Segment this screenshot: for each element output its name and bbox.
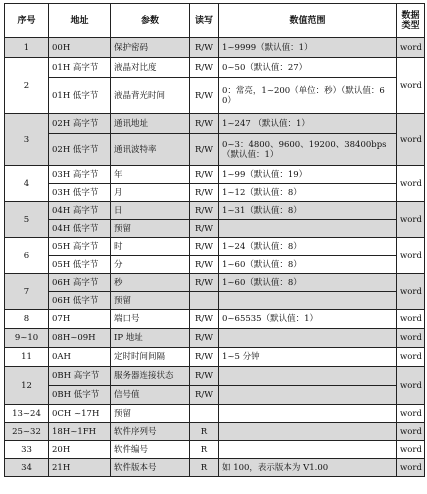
cell-data-type: word: [397, 238, 425, 274]
cell-address: 00H: [49, 38, 111, 58]
cell-seq: 6: [5, 238, 49, 274]
cell-seq: 4: [5, 166, 49, 202]
cell-address: 0AH: [49, 348, 111, 367]
cell-parameter: 通讯地址: [111, 114, 190, 134]
cell-value-range: 1~5 分钟: [219, 348, 397, 367]
cell-data-type: word: [397, 38, 425, 58]
cell-data-type: word: [397, 58, 425, 114]
table-row: [5, 202, 425, 220]
cell-seq: 11: [5, 348, 49, 367]
cell-read-write: R/W: [190, 348, 219, 367]
table-row: [5, 459, 425, 477]
header-data-type: 数据类型: [397, 4, 425, 38]
header-parameter: 参数: [111, 4, 190, 38]
cell-seq: 34: [5, 459, 49, 477]
table-row: [5, 184, 425, 202]
cell-read-write: R/W: [190, 114, 219, 134]
table-row: [5, 220, 425, 238]
cell-parameter: 端口号: [111, 310, 190, 329]
cell-seq: 3: [5, 114, 49, 166]
cell-value-range: 如 100，表示版本为 V1.00: [219, 459, 397, 477]
table-row: [5, 367, 425, 386]
cell-read-write: R/W: [190, 310, 219, 329]
cell-read-write: R/W: [190, 274, 219, 292]
cell-data-type: word: [397, 310, 425, 329]
cell-address: 08H~09H: [49, 329, 111, 348]
cell-value-range: [219, 220, 397, 238]
table-row: [5, 310, 425, 329]
cell-read-write: R/W: [190, 184, 219, 202]
cell-value-range: [219, 405, 397, 423]
cell-value-range: 0~50（默认值：27）: [219, 58, 397, 78]
cell-parameter: 月: [111, 184, 190, 202]
cell-address: 21H: [49, 459, 111, 477]
cell-read-write: [190, 292, 219, 310]
cell-data-type: word: [397, 367, 425, 405]
cell-value-range: [219, 367, 397, 386]
table-row: [5, 114, 425, 134]
cell-data-type: word: [397, 405, 425, 423]
cell-address: 04H 低字节: [49, 220, 111, 238]
cell-address: 02H 高字节: [49, 114, 111, 134]
header-seq: 序号: [5, 4, 49, 38]
cell-seq: 1: [5, 38, 49, 58]
cell-read-write: [190, 405, 219, 423]
cell-read-write: R/W: [190, 367, 219, 386]
cell-data-type: word: [397, 441, 425, 459]
table-row: [5, 405, 425, 423]
cell-parameter: 时: [111, 238, 190, 256]
cell-parameter: 秒: [111, 274, 190, 292]
cell-read-write: R: [190, 423, 219, 441]
cell-address: 04H 高字节: [49, 202, 111, 220]
table-row: [5, 256, 425, 274]
cell-address: 06H 高字节: [49, 274, 111, 292]
cell-read-write: R/W: [190, 256, 219, 274]
cell-address: 02H 低字节: [49, 134, 111, 166]
cell-seq: 7: [5, 274, 49, 310]
cell-seq: 12: [5, 367, 49, 405]
cell-seq: 2: [5, 58, 49, 114]
cell-parameter: 软件版本号: [111, 459, 190, 477]
cell-read-write: R/W: [190, 329, 219, 348]
table-row: [5, 329, 425, 348]
cell-parameter: 保护密码: [111, 38, 190, 58]
table-row: [5, 386, 425, 405]
cell-address: 20H: [49, 441, 111, 459]
cell-data-type: word: [397, 202, 425, 238]
cell-value-range: [219, 386, 397, 405]
table-row: [5, 423, 425, 441]
cell-value-range: 0~3：4800、9600、19200、38400bps（默认值：1）: [219, 134, 397, 166]
cell-seq: 9~10: [5, 329, 49, 348]
cell-address: 01H 高字节: [49, 58, 111, 78]
cell-value-range: [219, 292, 397, 310]
cell-read-write: R/W: [190, 238, 219, 256]
cell-parameter: 分: [111, 256, 190, 274]
cell-address: 03H 高字节: [49, 166, 111, 184]
header-value-range: 数值范围: [219, 4, 397, 38]
cell-address: 03H 低字节: [49, 184, 111, 202]
cell-address: 0BH 高字节: [49, 367, 111, 386]
cell-parameter: 定时时间间隔: [111, 348, 190, 367]
cell-address: 18H~1FH: [49, 423, 111, 441]
cell-read-write: R: [190, 459, 219, 477]
cell-value-range: [219, 441, 397, 459]
cell-data-type: word: [397, 114, 425, 166]
cell-read-write: R/W: [190, 134, 219, 166]
cell-seq: 25~32: [5, 423, 49, 441]
cell-address: 0BH 低字节: [49, 386, 111, 405]
cell-parameter: 软件序列号: [111, 423, 190, 441]
cell-value-range: 1~31（默认值：8）: [219, 202, 397, 220]
cell-parameter: 年: [111, 166, 190, 184]
register-table: [4, 3, 425, 477]
table-row: [5, 274, 425, 292]
cell-parameter: 预留: [111, 220, 190, 238]
cell-read-write: R/W: [190, 220, 219, 238]
cell-data-type: word: [397, 423, 425, 441]
cell-value-range: [219, 423, 397, 441]
header-address: 地址: [49, 4, 111, 38]
cell-read-write: R/W: [190, 166, 219, 184]
cell-address: 01H 低字节: [49, 78, 111, 114]
cell-parameter: 预留: [111, 405, 190, 423]
cell-value-range: 0：常亮，1~200（单位：秒）（默认值：60）: [219, 78, 397, 114]
cell-data-type: word: [397, 329, 425, 348]
table-row: [5, 348, 425, 367]
cell-seq: 33: [5, 441, 49, 459]
cell-value-range: 1~24（默认值：8）: [219, 238, 397, 256]
cell-read-write: R/W: [190, 202, 219, 220]
cell-parameter: 液晶对比度: [111, 58, 190, 78]
cell-address: 06H 低字节: [49, 292, 111, 310]
cell-address: 0CH ~17H: [49, 405, 111, 423]
cell-data-type: word: [397, 348, 425, 367]
cell-value-range: 1~12（默认值：8）: [219, 184, 397, 202]
cell-parameter: 服务器连接状态: [111, 367, 190, 386]
cell-read-write: R/W: [190, 386, 219, 405]
header-read-write: 读写: [190, 4, 219, 38]
cell-data-type: word: [397, 274, 425, 310]
cell-value-range: [219, 329, 397, 348]
cell-value-range: 1~60（默认值：8）: [219, 256, 397, 274]
table-row: [5, 134, 425, 166]
cell-data-type: word: [397, 166, 425, 202]
cell-address: 05H 低字节: [49, 256, 111, 274]
table-row: [5, 292, 425, 310]
cell-parameter: 日: [111, 202, 190, 220]
cell-value-range: 1~247 （默认值：1）: [219, 114, 397, 134]
table-row: [5, 78, 425, 114]
cell-parameter: 通讯波特率: [111, 134, 190, 166]
table-row: [5, 441, 425, 459]
table-row: [5, 58, 425, 78]
cell-seq: 13~24: [5, 405, 49, 423]
cell-address: 05H 高字节: [49, 238, 111, 256]
cell-seq: 5: [5, 202, 49, 238]
table-row: [5, 38, 425, 58]
cell-parameter: 液晶背光时间: [111, 78, 190, 114]
cell-data-type: word: [397, 459, 425, 477]
cell-value-range: 1~60（默认值：8）: [219, 274, 397, 292]
header-row: [5, 4, 425, 38]
cell-address: 07H: [49, 310, 111, 329]
cell-read-write: R/W: [190, 78, 219, 114]
cell-parameter: 软件编号: [111, 441, 190, 459]
cell-read-write: R/W: [190, 58, 219, 78]
cell-read-write: R/W: [190, 38, 219, 58]
cell-parameter: IP 地址: [111, 329, 190, 348]
cell-parameter: 预留: [111, 292, 190, 310]
cell-read-write: R: [190, 441, 219, 459]
cell-value-range: 1~9999（默认值：1）: [219, 38, 397, 58]
cell-value-range: 1~99（默认值：19）: [219, 166, 397, 184]
cell-parameter: 信号值: [111, 386, 190, 405]
cell-value-range: 0~65535（默认值：1）: [219, 310, 397, 329]
table-row: [5, 166, 425, 184]
cell-seq: 8: [5, 310, 49, 329]
table-row: [5, 238, 425, 256]
